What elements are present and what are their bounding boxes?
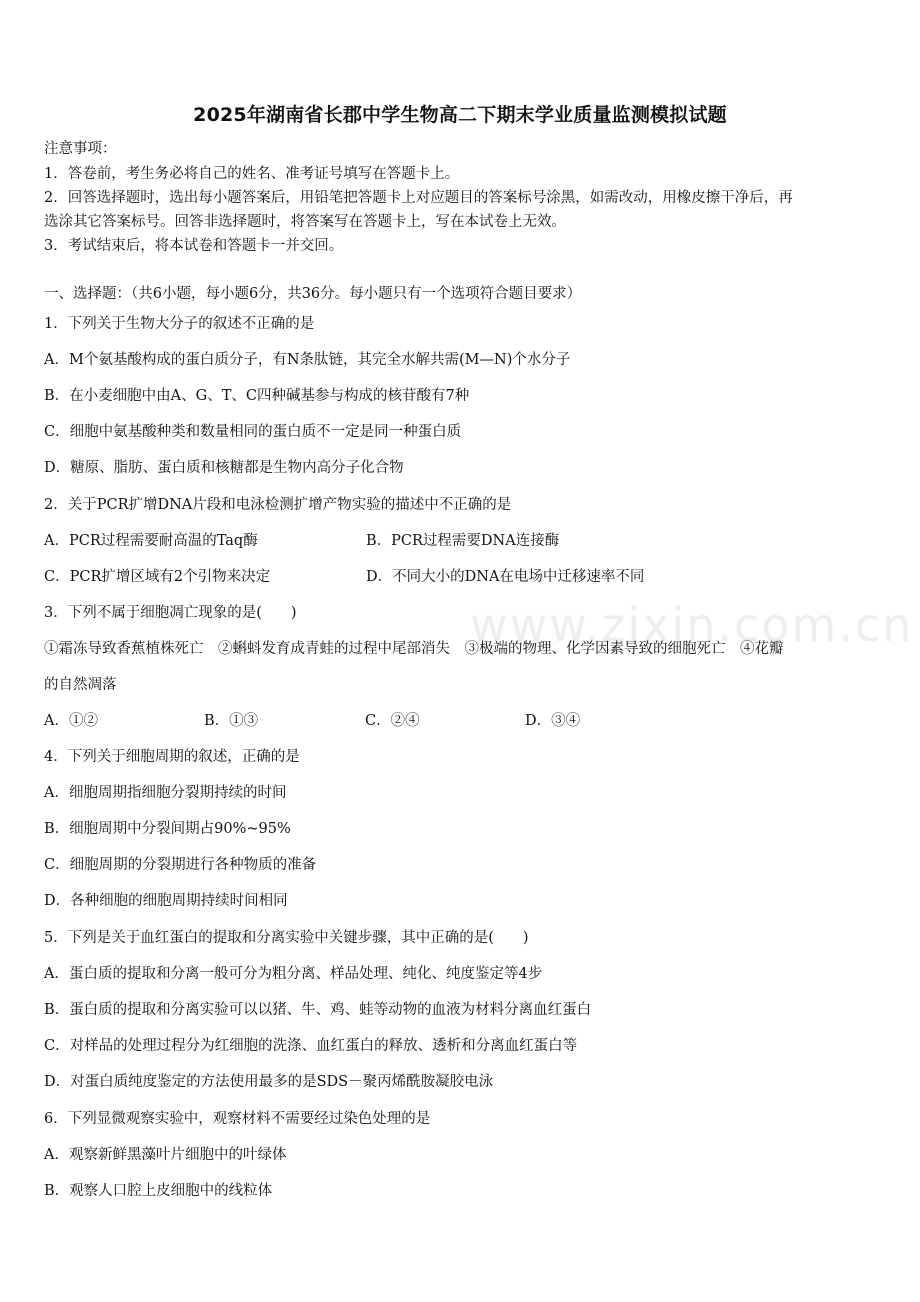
- notice-item: 选涂其它答案标号。回答非选择题时，将答案写在答题卡上，写在本试卷上无效。: [44, 214, 566, 230]
- question-stem: 5．下列是关于血红蛋白的提取和分离实验中关键步骤，其中正确的是( ): [44, 930, 529, 946]
- question-option: B．观察人口腔上皮细胞中的线粒体: [44, 1183, 273, 1199]
- question-option: B．①③: [204, 713, 259, 729]
- question-stem: 3．下列不属于细胞凋亡现象的是( ): [44, 605, 297, 621]
- question-option: A．PCR过程需要耐高温的Taq酶: [44, 533, 258, 549]
- question-option: C．PCR扩增区域有2个引物来决定: [44, 569, 271, 585]
- question-stem: 2．关于PCR扩增DNA片段和电泳检测扩增产物实验的描述中不正确的是: [44, 497, 512, 513]
- question-option: D．各种细胞的细胞周期持续时间相同: [44, 893, 288, 909]
- section-heading: 一、选择题：（共6小题，每小题6分，共36分。每小题只有一个选项符合题目要求）: [44, 286, 582, 302]
- question-option: B．在小麦细胞中由A、G、T、C四种碱基参与构成的核苷酸有7种: [44, 388, 470, 404]
- question-option: D．③④: [525, 713, 581, 729]
- watermark: www.zixin.com.cn: [470, 598, 914, 652]
- question-option: D．不同大小的DNA在电场中迁移速率不同: [366, 569, 645, 585]
- question-option: B．蛋白质的提取和分离实验可以以猪、牛、鸡、蛙等动物的血液为材料分离血红蛋白: [44, 1002, 592, 1018]
- question-option: C．对样品的处理过程分为红细胞的洗涤、血红蛋白的释放、透析和分离血红蛋白等: [44, 1038, 578, 1054]
- notice-item: 3．考试结束后，将本试卷和答题卡一并交回。: [44, 238, 344, 254]
- question-option: D．糖原、脂肪、蛋白质和核糖都是生物内高分子化合物: [44, 460, 404, 476]
- question-body: ①霜冻导致香蕉植株死亡 ②蝌蚪发育成青蛙的过程中尾部消失 ③极端的物理、化学因素导致的细胞死亡 ④花瓣: [44, 641, 784, 657]
- question-option: B．PCR过程需要DNA连接酶: [366, 533, 560, 549]
- question-option: C．②④: [365, 713, 420, 729]
- question-stem: 4．下列关于细胞周期的叙述，正确的是: [44, 749, 300, 765]
- question-option: A．观察新鲜黑藻叶片细胞中的叶绿体: [44, 1147, 287, 1163]
- question-option: A．蛋白质的提取和分离一般可分为粗分离、样品处理、纯化、纯度鉴定等4步: [44, 966, 543, 982]
- question-body: 的自然凋落: [44, 677, 117, 693]
- question-option: A．细胞周期指细胞分裂期持续的时间: [44, 785, 287, 801]
- question-option: C．细胞中氨基酸种类和数量相同的蛋白质不一定是同一种蛋白质: [44, 424, 462, 440]
- notice-item: 2．回答选择题时，选出每小题答案后，用铅笔把答题卡上对应题目的答案标号涂黑，如需改动，用橡皮擦干净后，再: [44, 190, 793, 206]
- question-option: C．细胞周期的分裂期进行各种物质的准备: [44, 857, 317, 873]
- question-stem: 1．下列关于生物大分子的叙述不正确的是: [44, 316, 315, 332]
- question-option: A．①②: [44, 713, 98, 729]
- notice-item: 1．答卷前，考生务必将自己的姓名、准考证号填写在答题卡上。: [44, 166, 460, 182]
- question-stem: 6．下列显微观察实验中，观察材料不需要经过染色处理的是: [44, 1111, 431, 1127]
- question-option: B．细胞周期中分裂间期占90%~95%: [44, 821, 291, 837]
- page-title: 2025年湖南省长郡中学生物高二下期末学业质量监测模拟试题: [193, 104, 727, 126]
- question-option: D．对蛋白质纯度鉴定的方法使用最多的是SDS－聚丙烯酰胺凝胶电泳: [44, 1074, 494, 1090]
- question-option: A．M个氨基酸构成的蛋白质分子，有N条肽链，其完全水解共需(M—N)个水分子: [44, 352, 571, 368]
- notice-heading: 注意事项：: [44, 141, 117, 157]
